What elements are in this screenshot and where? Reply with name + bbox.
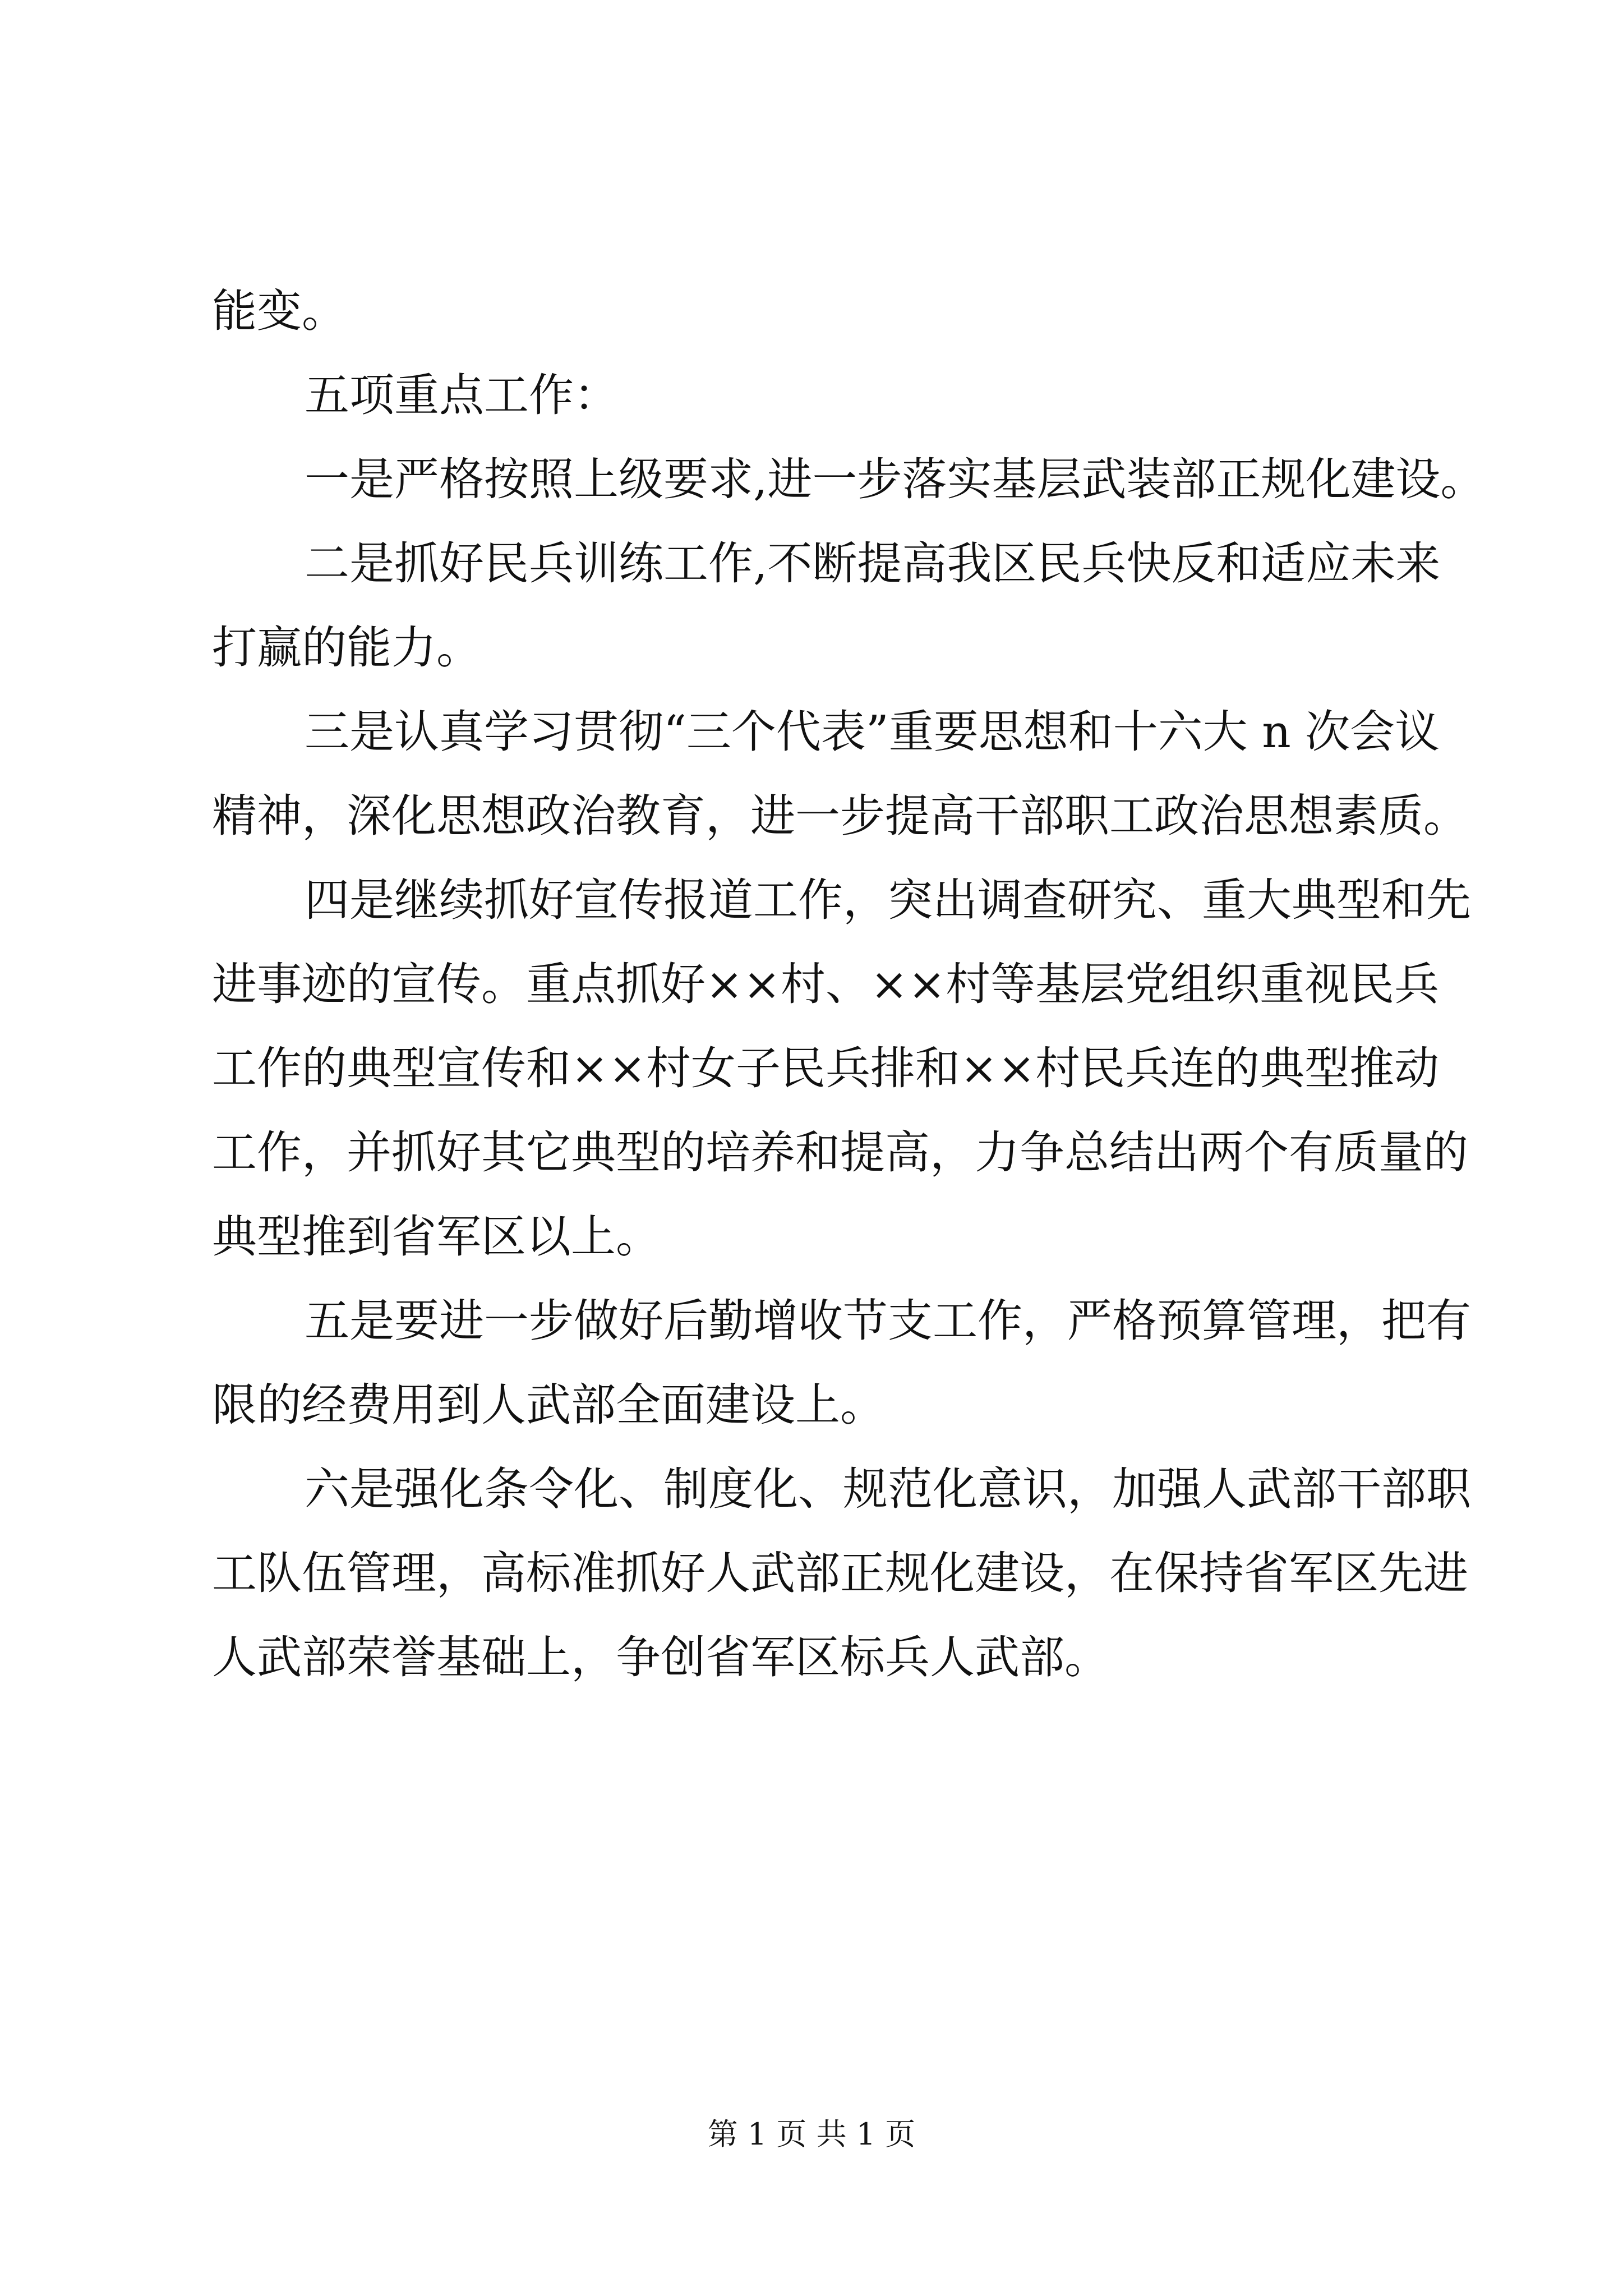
section-heading: 五项重点工作： [305, 369, 619, 421]
body-line: 限的经费用到人武部全面建设上。 [212, 1379, 885, 1431]
body-line: 打赢的能力。 [212, 622, 481, 674]
body-line: 六是强化条令化、制度化、规范化意识，加强人武部干部职 [305, 1463, 1471, 1515]
body-line: 工作，并抓好其它典型的培养和提高，力争总结出两个有质量的 [212, 1126, 1468, 1179]
body-line: 一是严格按照上级要求,进一步落实基层武装部正规化建设。 [305, 453, 1486, 505]
body-line: 五是要进一步做好后勤增收节支工作，严格预算管理，把有 [305, 1295, 1471, 1347]
body-line: 四是继续抓好宣传报道工作，突出调查研究、重大典型和先 [305, 874, 1471, 926]
body-line: 精神，深化思想政治教育，进一步提高干部职工政治思想素质。 [212, 790, 1468, 842]
body-line: 三是认真学习贯彻“三个代表”重要思想和十六大 n 次会议 [305, 706, 1440, 758]
body-line: 工队伍管理，高标准抓好人武部正规化建设，在保持省军区先进 [212, 1547, 1468, 1599]
body-line: 进事迹的宣传。重点抓好××村、××村等基层党组织重视民兵 [212, 958, 1440, 1010]
body-line: 典型推到省军区以上。 [212, 1211, 661, 1263]
body-line: 工作的典型宣传和××村女子民兵排和××村民兵连的典型推动 [212, 1042, 1440, 1094]
document-body [212, 269, 1486, 1700]
page-number-footer: 第 1 页 共 1 页 [707, 2116, 916, 2152]
body-line: 二是抓好民兵训练工作,不断提高我区民兵快反和适应未来 [305, 537, 1441, 590]
body-line: 能变。 [212, 285, 347, 337]
body-line: 人武部荣誉基础上，争创省军区标兵人武部。 [212, 1631, 1109, 1683]
